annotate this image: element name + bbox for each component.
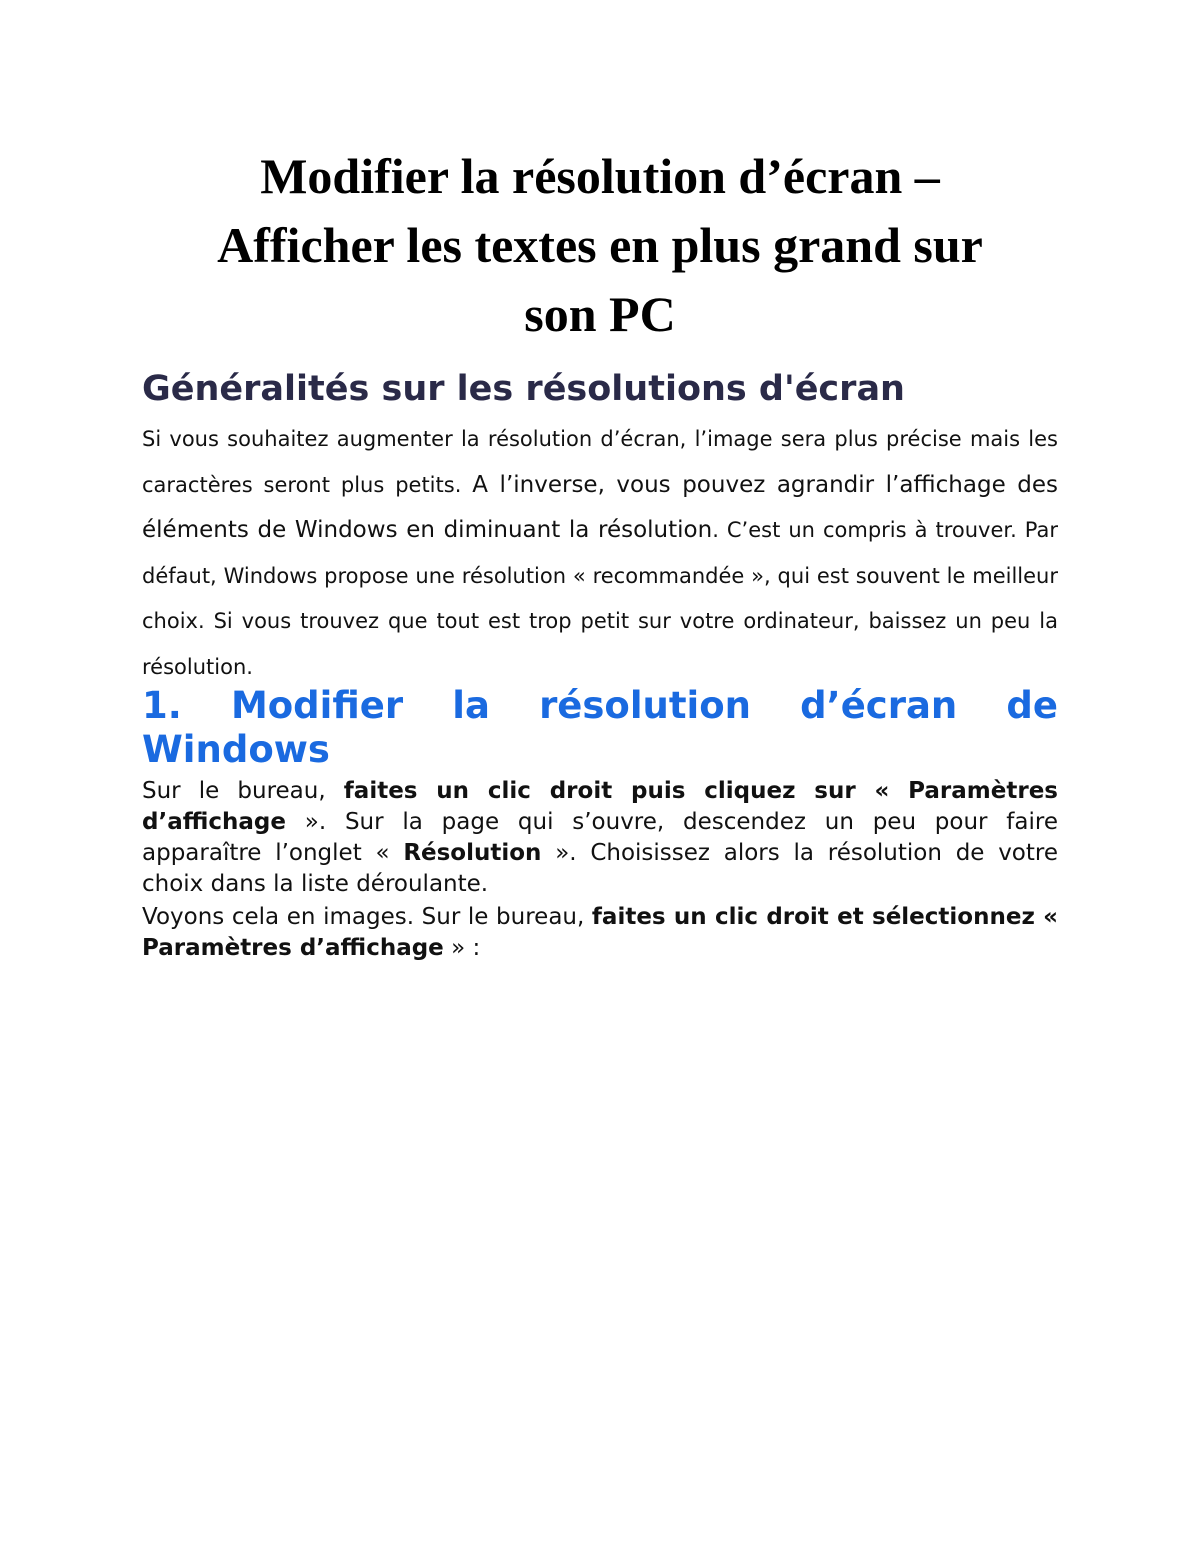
- title-line-2: Afficher les textes en plus grand sur: [217, 217, 983, 273]
- document-title: [142, 140, 1058, 349]
- general-heading: Généralités sur les résolutions d'écran: [142, 369, 905, 409]
- section-1-heading: 1. Modifier la résolution d’écran de Windows: [142, 684, 1058, 771]
- s1p1-text-1: Sur le bureau,: [142, 778, 344, 804]
- s1p1-text-3: ». Choisissez alors la résolution de votre choix dans la liste déroulante.: [142, 840, 1058, 897]
- title-line-3: son PC: [524, 286, 676, 342]
- s1p2-text-2: » :: [443, 935, 481, 961]
- general-text-2: A l’inverse, vous pouvez agrandir l’affichage des éléments de Windows en diminuant la résolution: [142, 471, 1059, 543]
- section-1-paragraph-2: [142, 902, 1058, 964]
- section-1-paragraph-1: [142, 776, 1058, 900]
- general-text-1: Si vous souhaitez augmenter la résolution d’écran, l’image sera plus précise mais les caractères seront plus petits.: [142, 427, 1058, 497]
- s1p1-text-2: ». Sur la page qui s’ouvre, descendez un peu pour faire apparaître l’onglet «: [142, 809, 1058, 866]
- document-content: [142, 140, 1058, 964]
- s1p1-bold-2: Résolution: [403, 840, 542, 866]
- s1p2-text-1: Voyons cela en images. Sur le bureau,: [142, 904, 592, 930]
- general-paragraph: [142, 417, 1058, 690]
- general-text-3: . C’est un compris à trouver. Par défaut, Windows propose une résolution « recommandée », qui est souvent le meilleur choix. Si vous trouvez que tout est trop petit sur votre ordinateur, baissez un peu la résolution.: [142, 518, 1058, 679]
- s1p1-bold-1: faites un clic droit puis cliquez sur « Paramètres d’affichage: [142, 778, 1058, 835]
- title-line-1: Modifier la résolution d’écran –: [260, 148, 940, 204]
- s1p2-bold-1: faites un clic droit et sélectionnez « Paramètres d’affichage: [142, 904, 1058, 961]
